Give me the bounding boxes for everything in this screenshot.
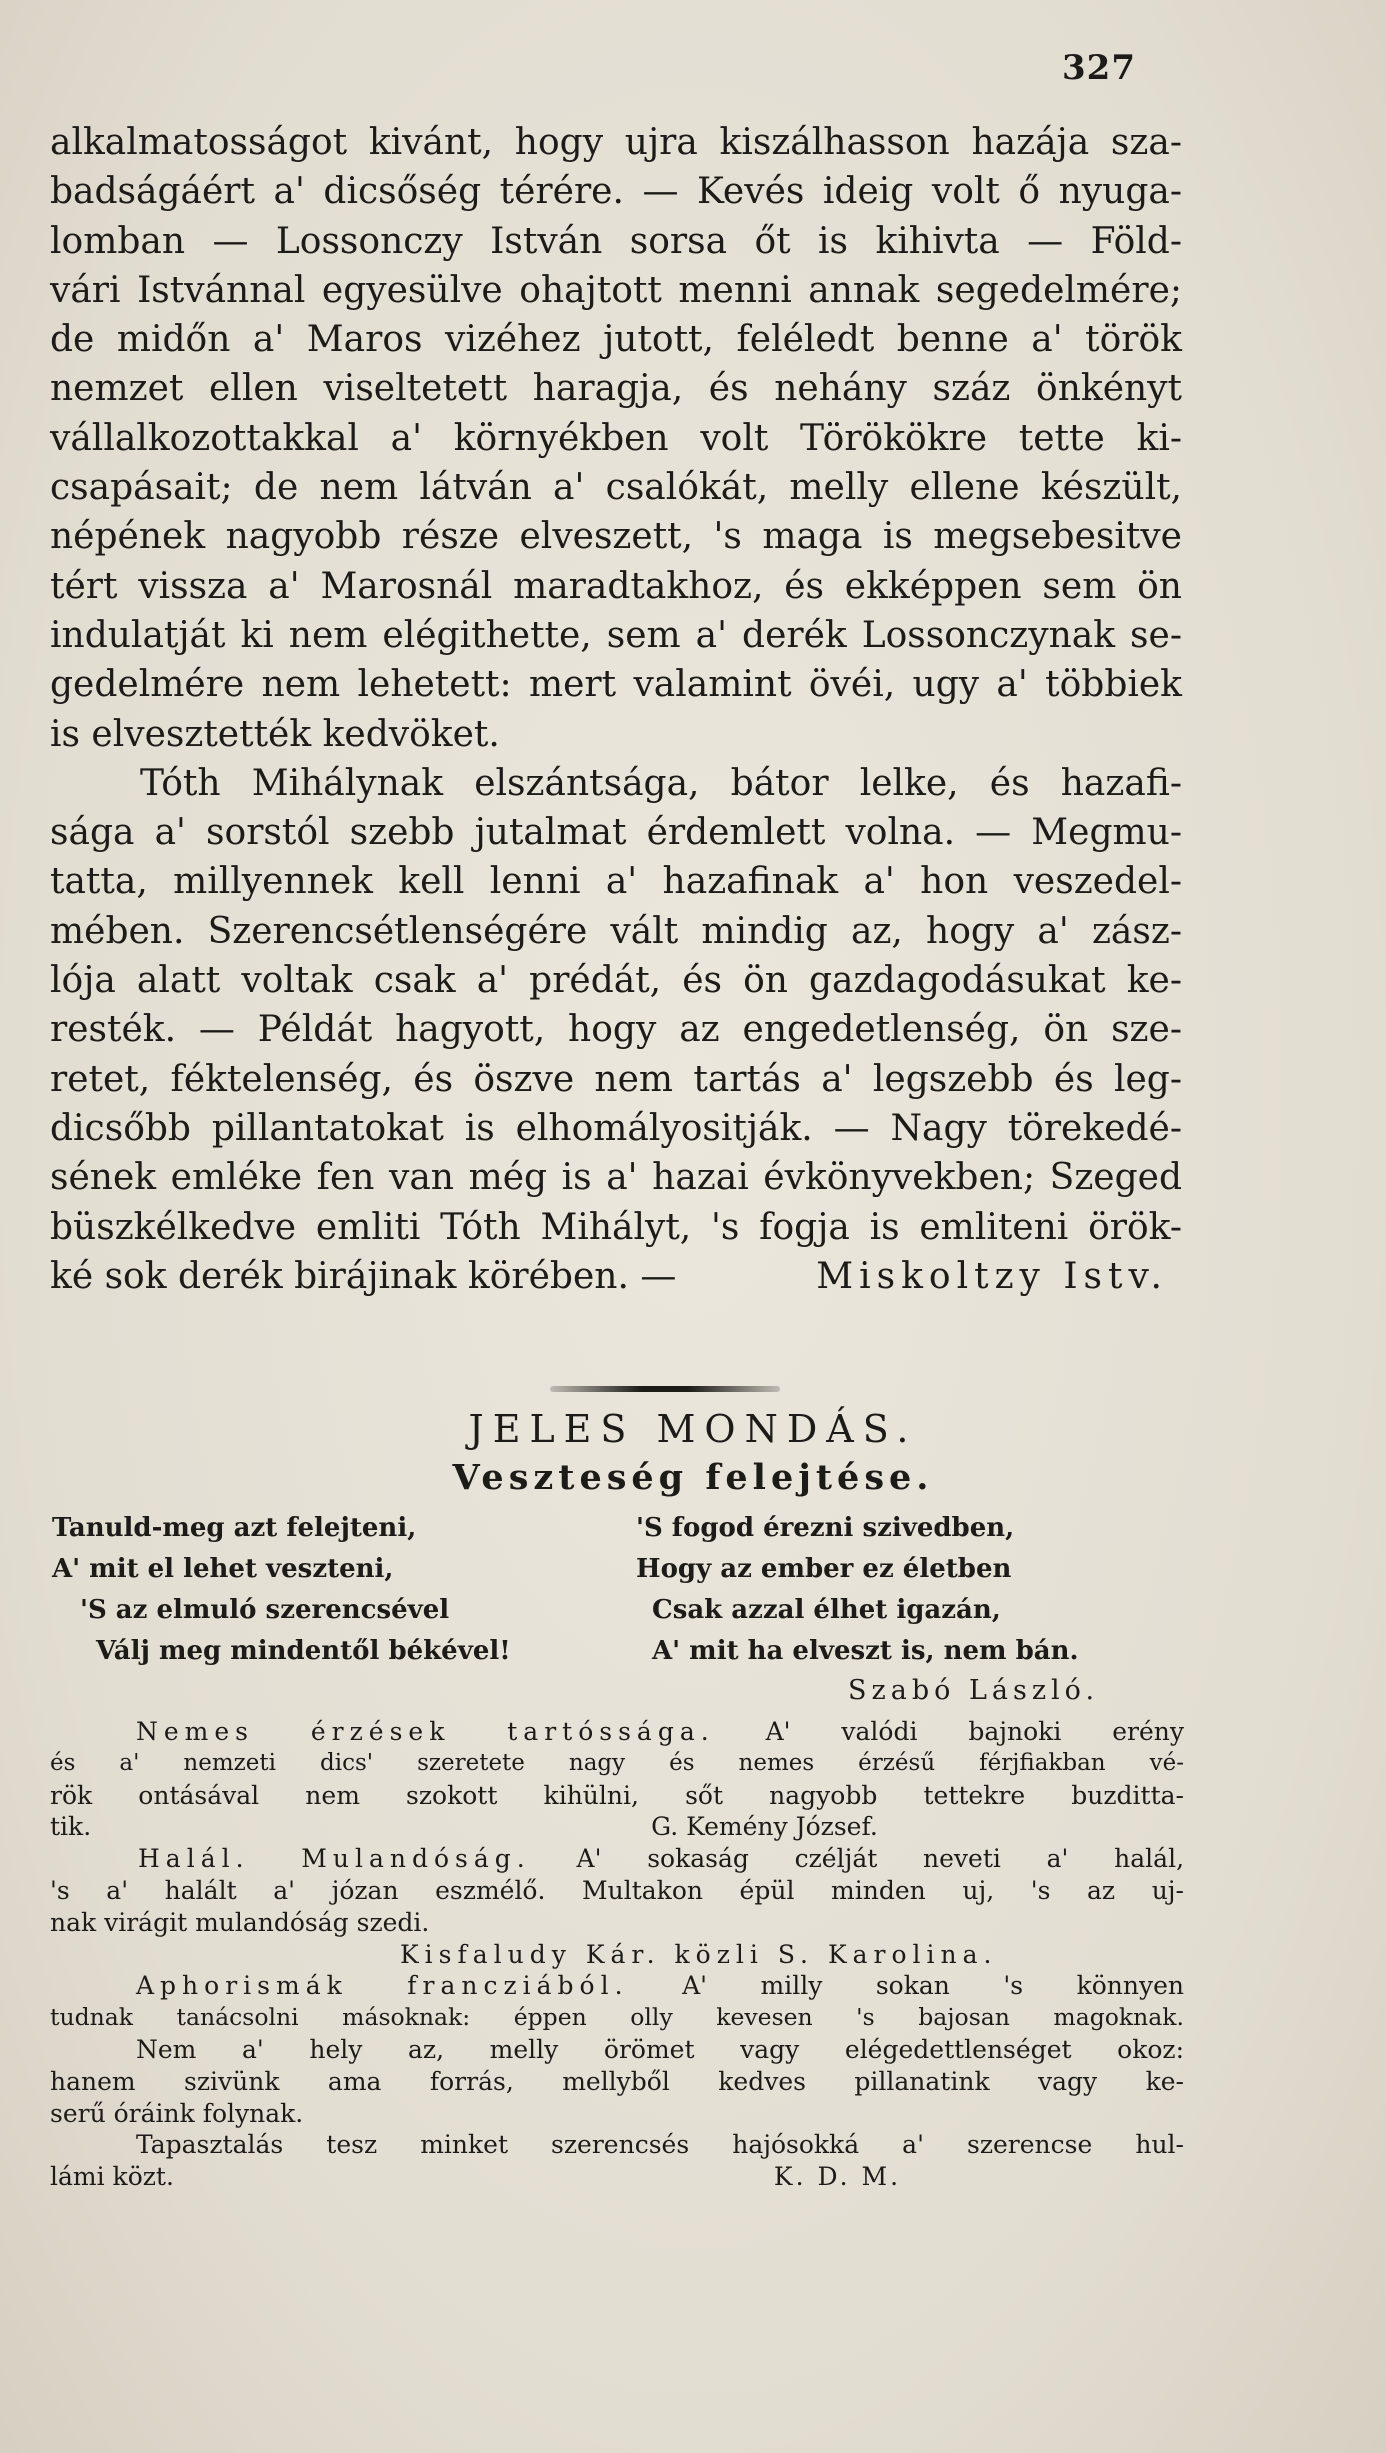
poem-line: Csak azzal élhet igazán, xyxy=(652,1595,1001,1625)
text-line: népének nagyobb része elveszett, 's maga is megsebesitve xyxy=(50,516,1182,558)
aphorism-text: lámi közt. xyxy=(50,2162,174,2192)
text-line: vállalkozottakkal a' környékben volt Törökökre tette ki- xyxy=(50,417,1182,459)
poem-line: 'S fogod érezni szivedben, xyxy=(636,1513,1015,1543)
text-line: lója alatt voltak csak a' prédát, és ön gazdagodásukat ke- xyxy=(50,960,1182,1002)
aphorism-line: tudnak tanácsolni másoknak: éppen olly kevesen 's bajosan magoknak. xyxy=(50,2003,1184,2032)
text-line: ké sok derék birájinak körében. — xyxy=(50,1255,677,1297)
poem-line: A' mit ha elveszt is, nem bán. xyxy=(652,1636,1079,1666)
text-line: sága a' sorstól szebb jutalmat érdemlett volna. — Megmu- xyxy=(50,812,1182,854)
poem-left-column xyxy=(52,1508,612,1672)
text-line: nemzet ellen viseltetett haragja, és nehány száz önkényt xyxy=(50,368,1182,410)
aphorism-line: Nem a' hely az, melly örömet vagy elégedettlenséget okoz: xyxy=(136,2034,1184,2064)
text-line: gedelmére nem lehetett: mert valamint övéi, ugy a' többiek xyxy=(50,664,1182,706)
aphorism-line: hanem szivünk ama forrás, mellyből kedves pillanatink vagy ke- xyxy=(50,2066,1184,2096)
aphorism-text: tik. xyxy=(50,1812,92,1842)
section-subtitle: Veszteség felejtése. xyxy=(452,1457,934,1498)
poem-line: Hogy az ember ez életben xyxy=(636,1554,1012,1584)
article-author: Miskoltzy Istv. xyxy=(816,1255,1168,1297)
poem-right-column xyxy=(608,1508,1168,1672)
poem-line: A' mit el lehet veszteni, xyxy=(52,1554,394,1584)
text-line: lomban — Lossonczy István sorsa őt is kihivta — Föld- xyxy=(50,220,1182,262)
aphorism-line: Tapasztalás tesz minket szerencsés hajósokká a' szerencse hul- xyxy=(136,2130,1184,2160)
poem-line: Tanuld-meg azt felejteni, xyxy=(52,1513,417,1543)
text-line: tért vissza a' Marosnál maradtakhoz, és ekképpen sem ön xyxy=(50,565,1182,607)
poem-line: Válj meg mindentől békével! xyxy=(96,1636,511,1666)
text-line: resték. — Példát hagyott, hogy az engedetlenség, ön sze- xyxy=(50,1009,1182,1051)
aphorism-line: és a' nemzeti dics' szeretete nagy és nemes érzésű férjfiakban vé- xyxy=(50,1749,1184,1776)
text-line: mében. Szerencsétlenségére vált mindig az, hogy a' zász- xyxy=(50,910,1182,952)
text-line: vári Istvánnal egyesülve ohajtott menni annak segedelmére; xyxy=(50,269,1182,311)
aphorism-author: G. Kemény József. xyxy=(651,1812,878,1842)
text-line: csapásait; de nem látván a' csalókát, melly ellene készült, xyxy=(50,467,1182,509)
text-line: Tóth Mihálynak elszántsága, bátor lelke, és hazafi- xyxy=(140,762,1182,804)
aphorism-title: Nemes érzések tartóssága. xyxy=(136,1717,715,1746)
aphorism-line: rök ontásával nem szokott kihülni, sőt nagyobb tettekre buzditta- xyxy=(50,1780,1184,1810)
text-line: alkalmatosságot kivánt, hogy ujra kiszálhasson hazája sza- xyxy=(50,122,1182,163)
text-line: is elvesztették kedvöket. xyxy=(50,713,500,755)
aphorism-line: nak virágit mulandóság szedi. xyxy=(50,1907,430,1937)
text-line: dicsőbb pillantatokat is elhomályositják. — Nagy törekedé- xyxy=(50,1107,1182,1149)
section-title: JELES MONDÁS. xyxy=(468,1407,918,1451)
aphorism-title: Halál. Mulandóság. xyxy=(138,1844,531,1874)
section-divider xyxy=(550,1386,780,1392)
text-line: de midőn a' Maros vizéhez jutott, feléledt benne a' török xyxy=(50,319,1182,361)
aphorism-author: Kisfaludy Kár. közli S. Karolina. xyxy=(400,1939,998,1969)
aphorism-line: 's a' halált a' józan eszmélő. Multakon épül minden uj, 's az uj- xyxy=(50,1875,1184,1905)
aphorism-line xyxy=(50,1716,1184,1748)
aphorism-text: A' sokaság czélját neveti a' halál, xyxy=(576,1844,1185,1874)
text-line: sének emléke fen van még is a' hazai évkönyvekben; Szeged xyxy=(50,1157,1182,1199)
aphorism-line xyxy=(50,2161,1184,2193)
page-number: 327 xyxy=(1062,48,1136,88)
aphorism-text: A' milly sokan 's könnyen xyxy=(682,1971,1184,2001)
aphorism-text: A' valódi bajnoki erény xyxy=(765,1717,1184,1746)
text-line: badságáért a' dicsőség térére. — Kevés ideig volt ő nyuga- xyxy=(50,171,1182,213)
poem-author: Szabó László. xyxy=(848,1675,1100,1706)
poem-line: 'S az elmuló szerencsével xyxy=(80,1595,450,1625)
main-text xyxy=(50,118,1182,1301)
aphorism-line xyxy=(50,1811,1184,1843)
text-line: indulatját ki nem elégithette, sem a' derék Lossonczynak se- xyxy=(50,614,1182,656)
aphorism-line xyxy=(50,1843,1184,1875)
aphorism-title: Aphorismák francziából. xyxy=(136,1971,629,2001)
text-line-with-signature xyxy=(50,1252,1182,1301)
aphorism-author: K. D. M. xyxy=(773,2162,902,2192)
text-line: büszkélkedve emliti Tóth Mihályt, 's fogja is emliteni örök- xyxy=(50,1206,1182,1248)
aphorisms xyxy=(50,1716,1184,2193)
text-line: tatta, millyennek kell lenni a' hazafinak a' hon veszedel- xyxy=(50,861,1182,903)
text-line: retet, féktelenség, és öszve nem tartás a' legszebb és leg- xyxy=(50,1058,1182,1100)
aphorism-line: serű óráink folynak. xyxy=(50,2098,304,2128)
aphorism-line xyxy=(50,1970,1184,2002)
